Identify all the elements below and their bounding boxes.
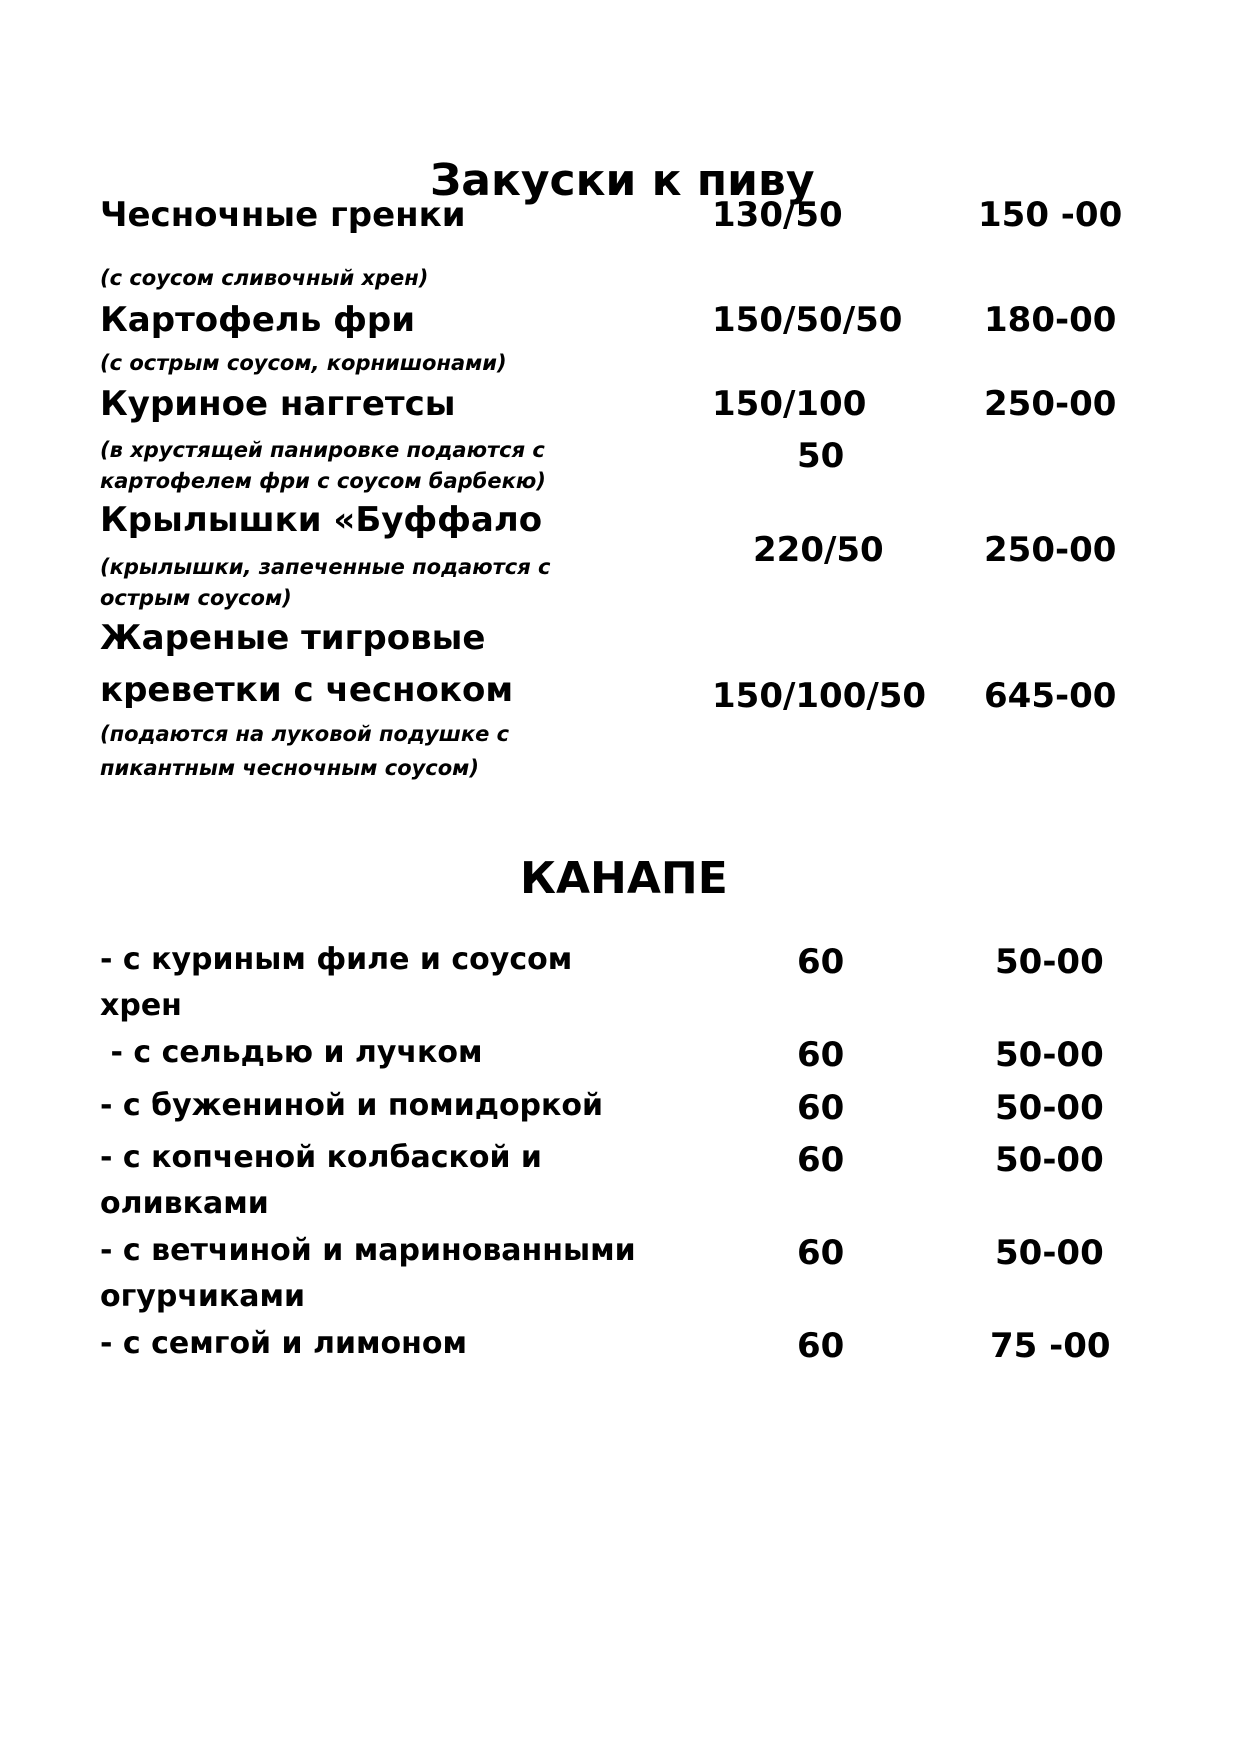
canape-name: - с семгой и лимоном	[100, 1326, 467, 1361]
canape-price: 50-00	[995, 942, 1104, 982]
section-title-canapes: КАНАПЕ	[520, 853, 728, 904]
item-name: Крылышки «Буффало	[100, 500, 543, 540]
item-name: Картофель фри	[100, 300, 416, 340]
item-weight: 130/50	[712, 195, 843, 235]
canape-name: - с сельдью и лучком	[100, 1035, 483, 1070]
canape-weight: 60	[797, 1233, 845, 1273]
item-description: картофелем фри с соусом барбекю)	[100, 469, 546, 493]
canape-name: - с ветчиной и маринованными	[100, 1233, 636, 1268]
item-description: пикантным чесночным соусом)	[100, 756, 479, 780]
item-name: Чесночные гренки	[100, 195, 466, 235]
canape-weight: 60	[797, 1088, 845, 1128]
item-price: 180-00	[984, 300, 1117, 340]
item-name: креветки с чесноком	[100, 670, 514, 710]
canape-weight: 60	[797, 942, 845, 982]
canape-name-cont: оливками	[100, 1186, 269, 1221]
item-weight: 150/100	[712, 384, 867, 424]
canape-name: - с куриным филе и соусом	[100, 942, 573, 977]
item-weight: 150/50/50	[712, 300, 903, 340]
item-weight: 150/100/50	[712, 676, 927, 716]
canape-weight: 60	[797, 1035, 845, 1075]
item-description: (в хрустящей панировке подаются с	[100, 438, 545, 462]
item-description: (крылышки, запеченные подаются с	[100, 555, 551, 579]
canape-price: 50-00	[995, 1088, 1104, 1128]
canape-name-cont: огурчиками	[100, 1279, 306, 1314]
item-weight-cont: 50	[797, 436, 845, 476]
canape-price: 50-00	[995, 1233, 1104, 1273]
canape-name-cont: хрен	[100, 988, 182, 1023]
canape-weight: 60	[797, 1326, 845, 1366]
item-name: Жареные тигровые	[100, 618, 486, 658]
item-name: Куриное наггетсы	[100, 384, 456, 424]
canape-name: - с бужениной и помидоркой	[100, 1088, 604, 1123]
item-description: (подаются на луковой подушке с	[100, 722, 510, 746]
canape-price: 50-00	[995, 1035, 1104, 1075]
item-price: 250-00	[984, 384, 1117, 424]
item-price: 150 -00	[978, 195, 1123, 235]
item-price: 250-00	[984, 530, 1117, 570]
canape-weight: 60	[797, 1140, 845, 1180]
canape-price: 75 -00	[990, 1326, 1111, 1366]
item-weight: 220/50	[753, 530, 884, 570]
canape-price: 50-00	[995, 1140, 1104, 1180]
item-price: 645-00	[984, 676, 1117, 716]
item-description: (с соусом сливочный хрен)	[100, 266, 429, 290]
item-description: острым соусом)	[100, 586, 292, 610]
section-title-beer-snacks: Закуски к пиву	[430, 155, 815, 206]
item-description: (с острым соусом, корнишонами)	[100, 351, 507, 375]
canape-name: - с копченой колбаской и	[100, 1140, 542, 1175]
